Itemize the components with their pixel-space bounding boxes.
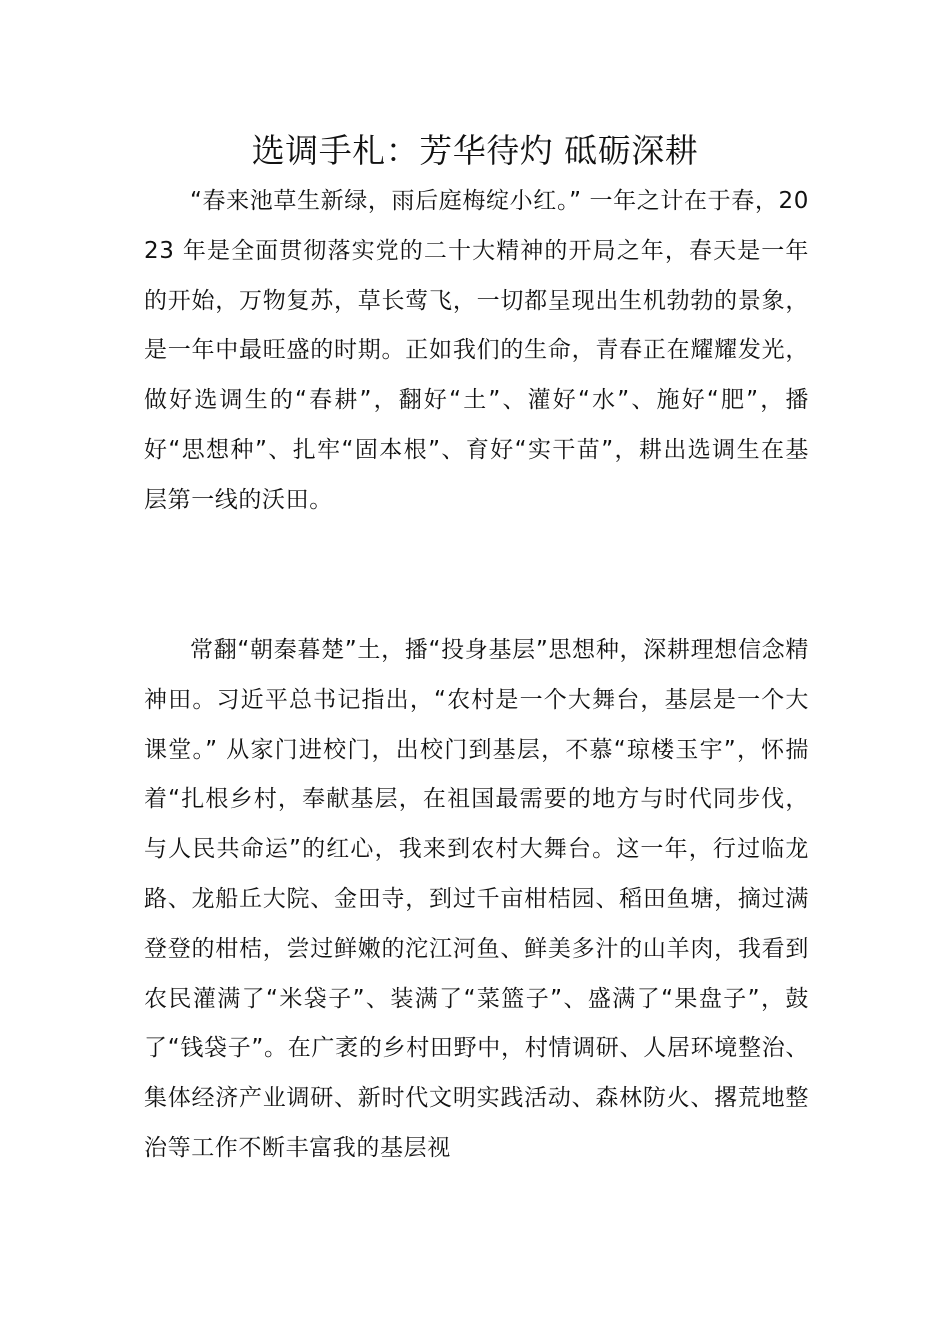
document-title: 选调手札：芳华待灼 砥砺深耕 (251, 131, 699, 170)
paragraph-1: “春来池草生新绿，雨后庭梅绽小红。” 一年之计在于春，2023 年是全面贯彻落实党的二十大精神的开局之年，春天是一年的开始，万物复苏，草长莺飞，一切都呈现出生机勃勃的景象，是一年中最旺盛的时期。正如我们的生命，青春正在耀耀发光，做好选调生的“春耕”，翻好“土”、灌好“水”、施好“肥”，播好“思想种”、扎牢“固本根”、育好“实干苗”，耕出选调生在基层第一线的沃田。 (144, 188, 809, 513)
paragraph-2: 常翻“朝秦暮楚”土，播“投身基层”思想种，深耕理想信念精神田。习近平总书记指出，“农村是一个大舞台，基层是一个大课堂。” 从家门进校门，出校门到基层，不慕“琼楼玉宇”，怀揣着“扎根乡村，奉献基层，在祖国最需要的地方与时代同步伐，与人民共命运”的红心，我来到农村大舞台。这一年，行过临龙路、龙船丘大院、金田寺，到过千亩柑桔园、稻田鱼塘，摘过满登登的柑桔，尝过鲜嫩的沱江河鱼、鲜美多汁的山羊肉，我看到农民灌满了“米袋子”、装满了“菜篮子”、盛满了“果盘子”，鼓了“钱袋子”。在广袤的乡村田野中，村情调研、人居环境整治、集体经济产业调研、新时代文明实践活动、森林防火、撂荒地整治等工作不断丰富我的基层视 (144, 637, 809, 1161)
